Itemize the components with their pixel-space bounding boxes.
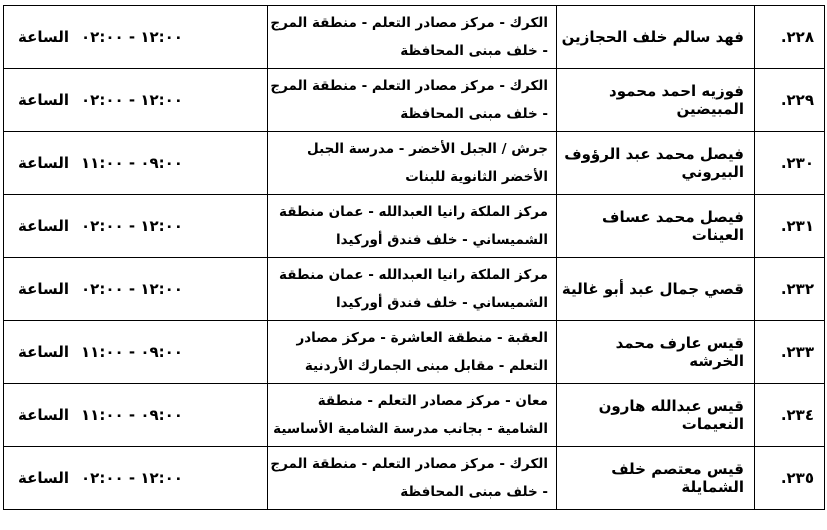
table-row [4,69,825,132]
person-name: قيس معتصم خلف الشمايلة [557,447,755,510]
person-name: فيصل محمد عبد الرؤوف البيروني [557,132,755,195]
row-number: ٢٣٥. [755,447,825,510]
person-name: قصي جمال عبد أبو غالية [557,258,755,321]
time-range: ١٢:٠٠ - ٠٢:٠٠ [81,280,183,298]
time-range: ٠٩:٠٠ - ١١:٠٠ [81,406,183,424]
person-name: فهد سالم خلف الحجازين [557,6,755,69]
schedule-table-body [4,6,825,510]
exam-location: الكرك - مركز مصادر التعلم - منطقة المرج - خلف مبنى المحافظة [268,69,557,132]
time-label: الساعة [18,406,70,424]
time-label: الساعة [18,469,70,487]
time-range: ١٢:٠٠ - ٠٢:٠٠ [81,469,183,487]
table-row [4,132,825,195]
exam-time [4,384,268,447]
exam-location: الكرك - مركز مصادر التعلم - منطقة المرج - خلف مبنى المحافظة [268,6,557,69]
row-number: ٢٢٨. [755,6,825,69]
row-number: ٢٢٩. [755,69,825,132]
time-range: ١٢:٠٠ - ٠٢:٠٠ [81,217,183,235]
person-name: فوزيه احمد محمود المبيضين [557,69,755,132]
time-range: ١٢:٠٠ - ٠٢:٠٠ [81,91,183,109]
time-label: الساعة [18,217,70,235]
schedule-table [3,5,825,510]
time-label: الساعة [18,28,70,46]
row-number: ٢٣٣. [755,321,825,384]
time-label: الساعة [18,280,70,298]
table-row [4,384,825,447]
exam-location: مركز الملكة رانيا العبدالله - عمان منطقة الشميساني - خلف فندق أوركيدا [268,195,557,258]
exam-location: جرش / الجبل الأخضر - مدرسة الجبل الأخضر الثانوية للبنات [268,132,557,195]
exam-time [4,258,268,321]
time-range: ١٢:٠٠ - ٠٢:٠٠ [81,28,183,46]
table-row [4,258,825,321]
time-label: الساعة [18,343,70,361]
table-row [4,6,825,69]
row-number: ٢٣٢. [755,258,825,321]
person-name: قيس عبدالله هارون النعيمات [557,384,755,447]
exam-location: الكرك - مركز مصادر التعلم - منطقة المرج - خلف مبنى المحافظة [268,447,557,510]
table-row [4,195,825,258]
row-number: ٢٣٤. [755,384,825,447]
exam-time [4,195,268,258]
row-number: ٢٣١. [755,195,825,258]
person-name: فيصل محمد عساف العينات [557,195,755,258]
table-row [4,447,825,510]
row-number: ٢٣٠. [755,132,825,195]
exam-time [4,69,268,132]
exam-time [4,132,268,195]
exam-time [4,6,268,69]
person-name: قيس عارف محمد الخرشه [557,321,755,384]
exam-time [4,447,268,510]
exam-location: معان - مركز مصادر التعلم - منطقة الشامية - بجانب مدرسة الشامية الأساسية [268,384,557,447]
time-range: ٠٩:٠٠ - ١١:٠٠ [81,154,183,172]
time-label: الساعة [18,91,70,109]
exam-location: مركز الملكة رانيا العبدالله - عمان منطقة الشميساني - خلف فندق أوركيدا [268,258,557,321]
time-range: ٠٩:٠٠ - ١١:٠٠ [81,343,183,361]
time-label: الساعة [18,154,70,172]
exam-location: العقبة - منطقة العاشرة - مركز مصادر التعلم - مقابل مبنى الجمارك الأردنية [268,321,557,384]
table-row [4,321,825,384]
exam-time [4,321,268,384]
